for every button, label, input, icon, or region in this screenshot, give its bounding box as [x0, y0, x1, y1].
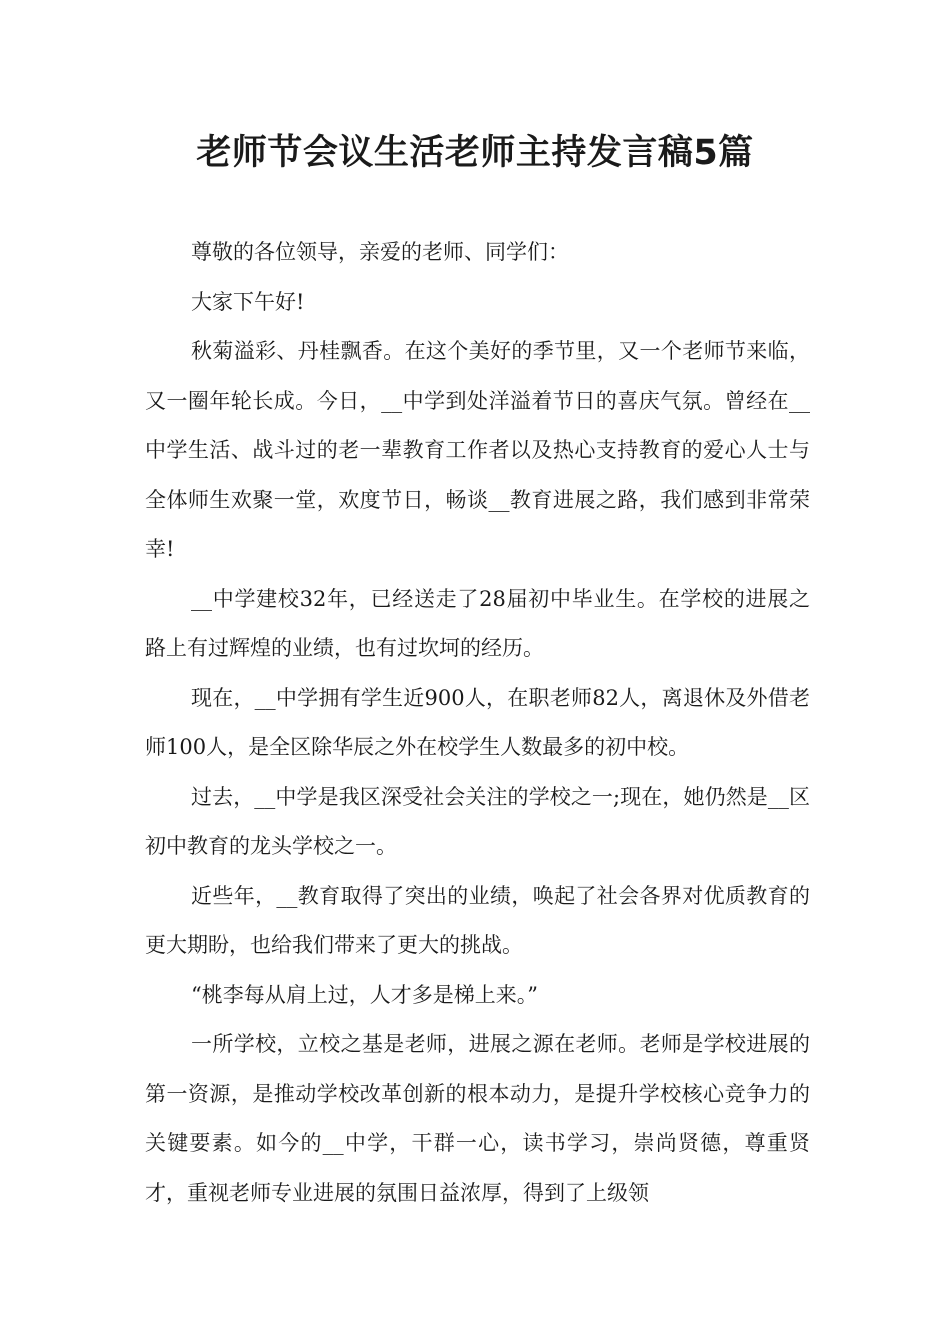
- paragraph: 现在，__中学拥有学生近900人，在职老师82人，离退休及外借老师100人，是全区除华辰之外在校学生人数最多的初中校。: [145, 685, 810, 759]
- document-title: 老师节会议生活老师主持发言稿5篇: [196, 133, 754, 173]
- paragraph: __中学建校32年，已经送走了28届初中毕业生。在学校的进展之路上有过辉煌的业绩，也有过坎坷的经历。: [145, 586, 810, 660]
- paragraph-greeting: 尊敬的各位领导，亲爱的老师、同学们：: [191, 240, 569, 264]
- paragraph: 一所学校，立校之基是老师，进展之源在老师。老师是学校进展的第一资源，是推动学校改革创新的根本动力，是提升学校核心竞争力的关键要素。如今的__中学，干群一心，读书学习，崇尚贤德，尊重贤才，重视老师专业进展的氛围日益浓厚，得到了上级领: [145, 1032, 810, 1205]
- paragraph: 近些年，__教育取得了突出的业绩，唤起了社会各界对优质教育的更大期盼，也给我们带来了更大的挑战。: [145, 883, 810, 957]
- document-body: [145, 228, 810, 1218]
- paragraph: 过去，__中学是我区深受社会关注的学校之一;现在，她仍然是__区初中教育的龙头学校之一。: [145, 784, 810, 858]
- paragraph-quote: “桃李每从肩上过，人才多是梯上来。”: [191, 982, 538, 1007]
- paragraph-salutation: 大家下午好!: [191, 289, 305, 314]
- paragraph: 秋菊溢彩、丹桂飘香。在这个美好的季节里，又一个老师节来临，又一圈年轮长成。今日，__中学到处洋溢着节日的喜庆气氛。曾经在__中学生活、战斗过的老一辈教育工作者以及热心支持教育的爱心人士与全体师生欢聚一堂，欢度节日，畅谈__教育进展之路，我们感到非常荣幸!: [145, 339, 810, 561]
